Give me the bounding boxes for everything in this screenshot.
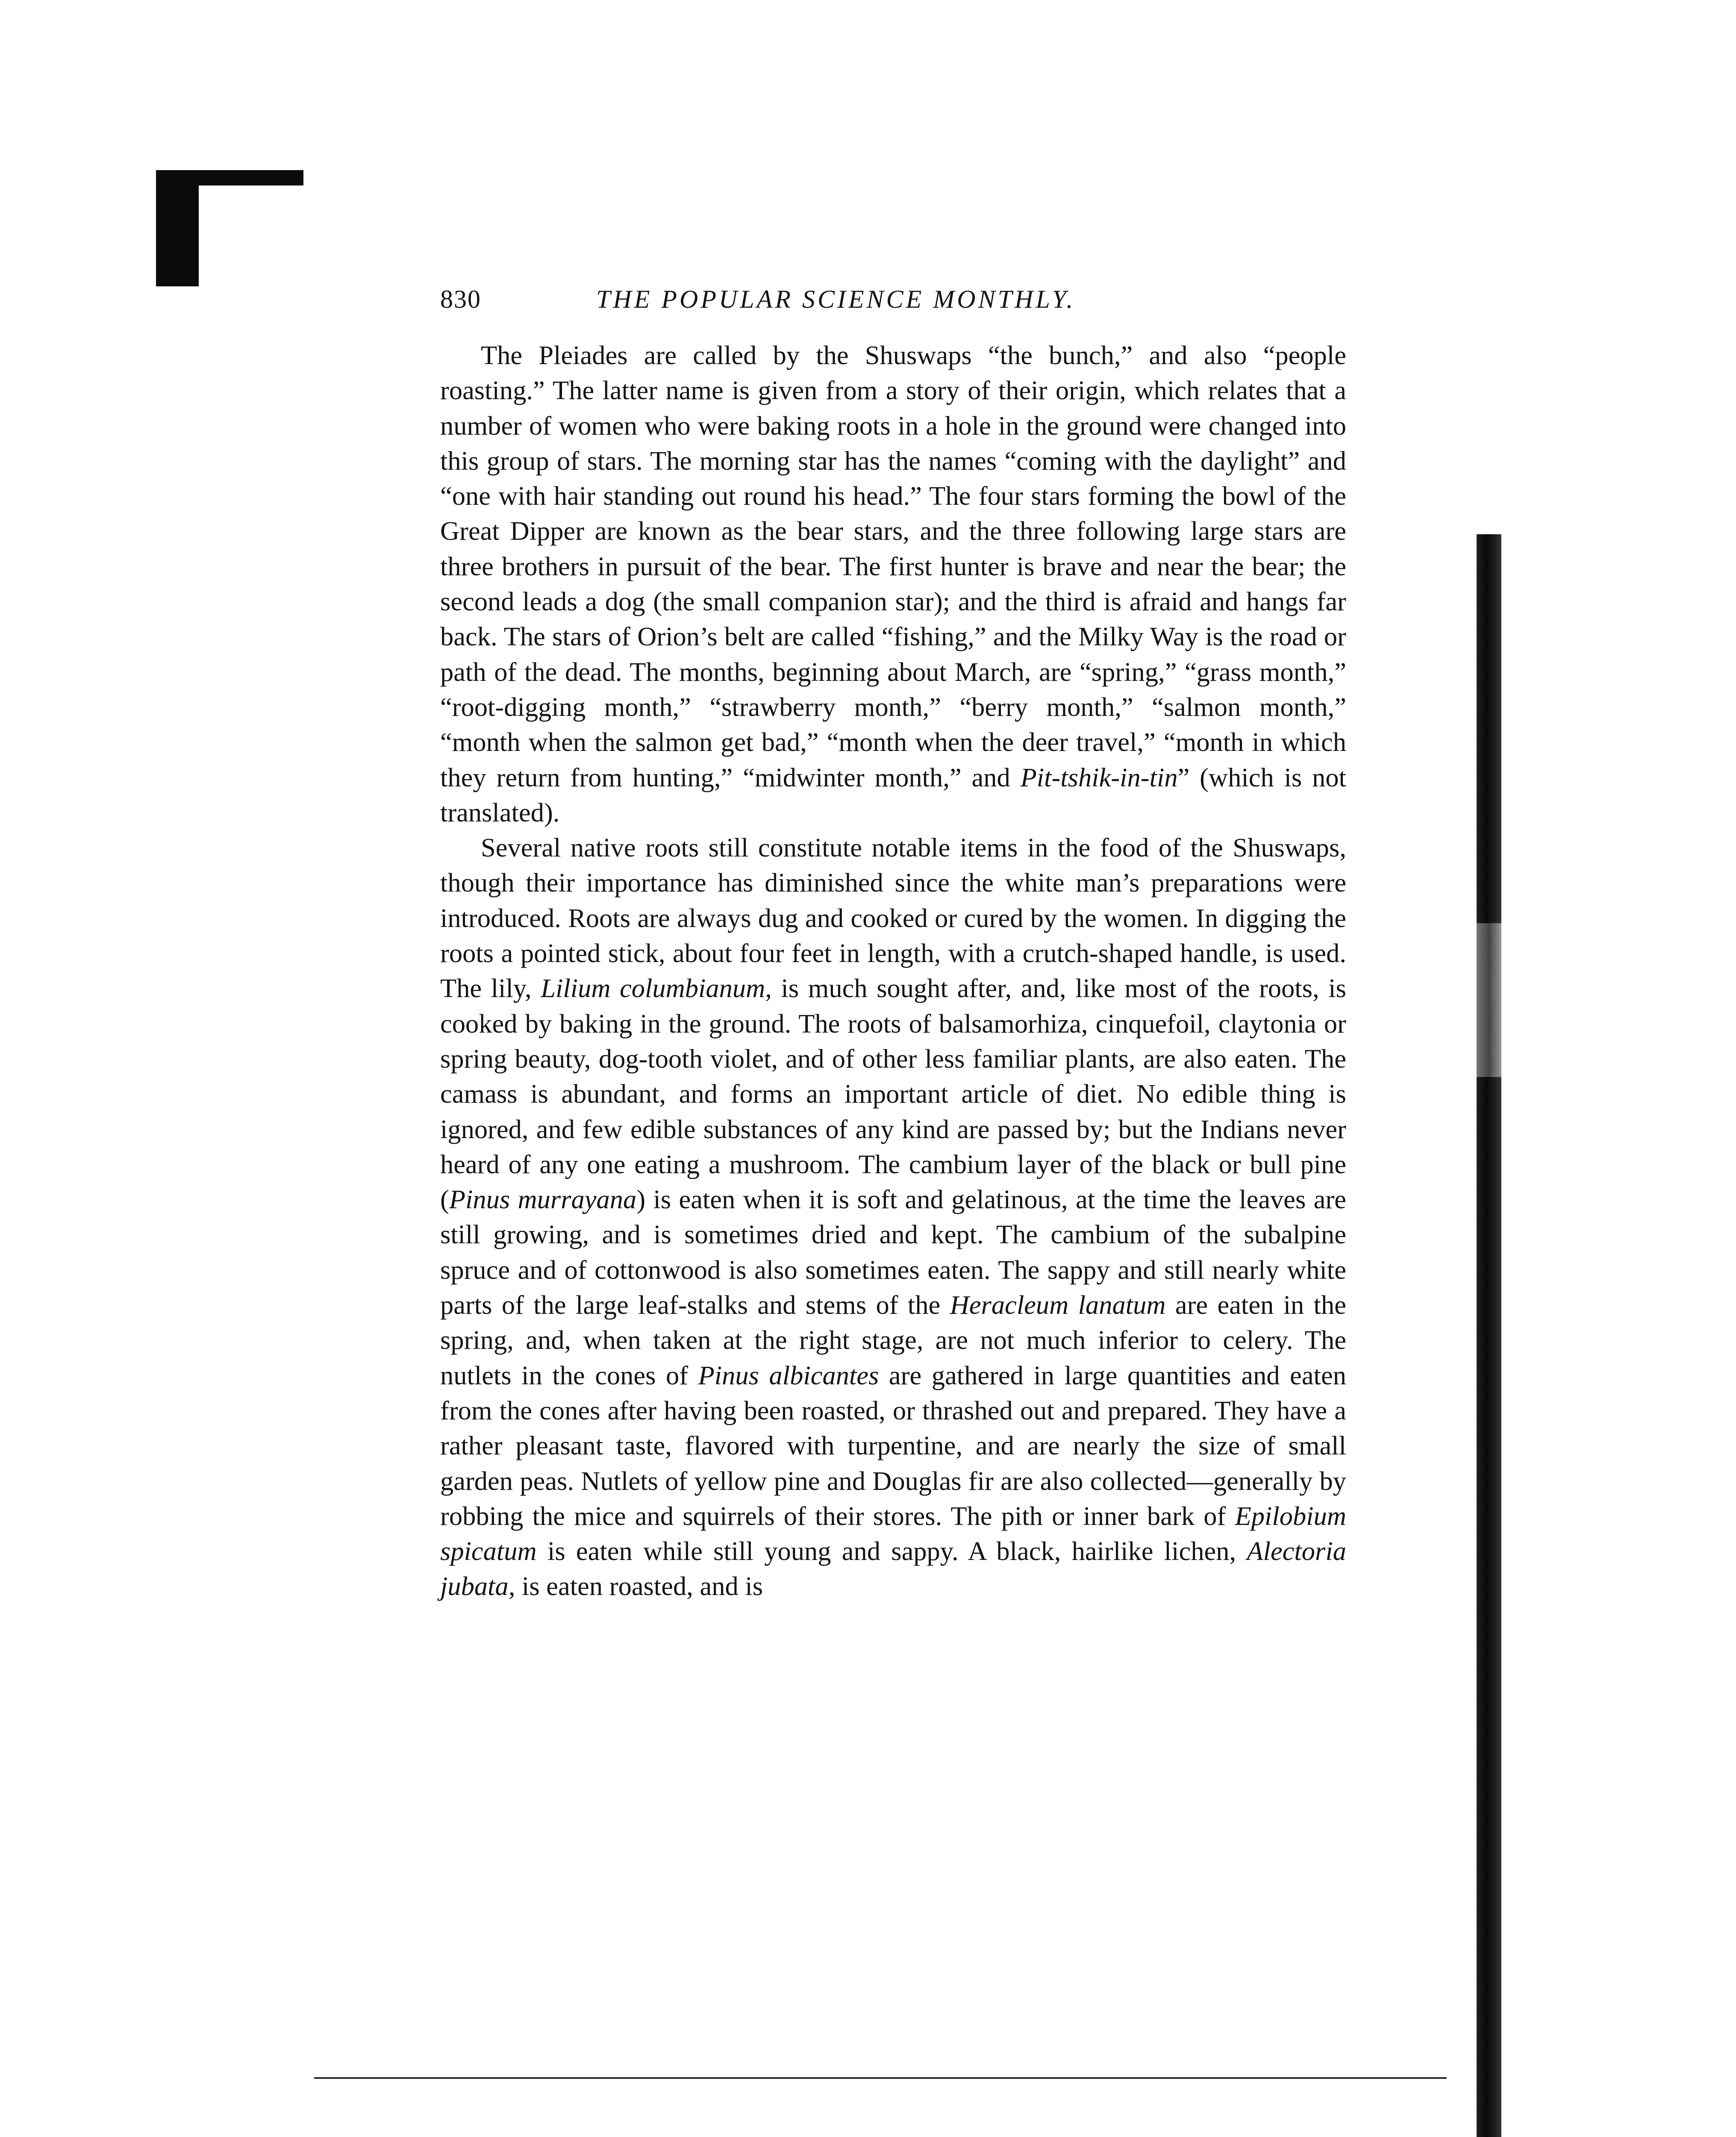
italic-term: Pit-tshik-in-tin: [1020, 762, 1178, 792]
body-text: [440, 338, 1346, 1604]
paragraph-pleiades: [440, 338, 1346, 830]
italic-term: Pinus murrayana: [449, 1184, 637, 1215]
text-run: is eaten while still young and sappy. A black, hairlike lichen,: [536, 1536, 1247, 1566]
italic-term: Pinus albicantes: [698, 1360, 879, 1390]
text-run: Several native roots still constitute notable items in the food of the Shuswaps, though their importance has diminished since the white man’s preparations were introduced. Roots are always dug and cooked or cured by the women. In digging the roots a pointed stick, about four feet in length, with a crutch-shaped handle, is used. The lily,: [440, 833, 1346, 1004]
page-number: 830: [440, 285, 481, 313]
scan-border-mark-right: [1477, 534, 1501, 2137]
scan-border-mark-right-faded: [1477, 923, 1501, 1077]
scan-border-mark-left: [156, 170, 199, 286]
italic-term: Epilobium spicatum: [440, 1501, 1346, 1566]
text-run: are eaten in the spring, and, when taken at the right stage, are not much inferior to celery. The nutlets in the cones of: [440, 1290, 1347, 1390]
running-title: THE POPULAR SCIENCE MONTHLY.: [596, 285, 1076, 313]
text-run: are gathered in large quantities and eaten from the cones after having been roasted, or thrashed out and prepared. They have a rather pleasant taste, flavored with turpentine, and are nearly the size of small garden peas. Nutlets of yellow pine and Douglas fir are also collected—generally by robbing the mice and squirrels of their stores. The pith or inner bark of: [440, 1360, 1346, 1531]
paragraph-native-roots: [440, 830, 1346, 1604]
text-run: ” (which is not translated).: [440, 762, 1346, 827]
text-run: is much sought after, and, like most of the roots, is cooked by baking in the ground. The roots of balsamorhiza, cinquefoil, claytonia or spring beauty, dog-tooth violet, and of other less familiar plants, are also eaten. The camass is abundant, and forms an important article of diet. No edible thing is ignored, and few edible substances of any kind are passed by; but the Indians never heard of any one eating a mushroom. The cambium layer of the black or bull pine (: [440, 973, 1346, 1215]
text-run: is eaten roasted, and is: [515, 1571, 763, 1601]
page-header: [440, 280, 1265, 318]
page-bottom-rule: [314, 2077, 1447, 2079]
italic-term: Alectoria jubata,: [440, 1536, 1346, 1601]
italic-term: Heracleum lanatum: [950, 1290, 1166, 1320]
italic-term: Lilium columbianum,: [541, 973, 772, 1004]
text-run: The Pleiades are called by the Shuswaps “the bunch,” and also “people roasting.” The latter name is given from a story of their origin, which relates that a number of women who were baking roots in a hole in the ground were changed into this group of stars. The morning star has the names “coming with the daylight” and “one with hair standing out round his head.” The four stars forming the bowl of the Great Dipper are known as the bear stars, and the three following large stars are three brothers in pursuit of the bear. The first hunter is brave and near the bear; the second leads a dog (the small companion star); and the third is afraid and hangs far back. The stars of Orion’s belt are called “fishing,” and the Milky Way is the road or path of the dead. The months, beginning about March, are “spring,” “grass month,” “root-digging month,” “strawberry month,” “berry month,” “salmon month,” “month when the salmon get bad,” “month when the deer travel,” “month in which they return from hunting,” “midwinter month,” and: [440, 340, 1346, 792]
text-run: ) is eaten when it is soft and gelatinous, at the time the leaves are still growing, and is sometimes dried and kept. The cambium of the subalpine spruce and of cottonwood is also sometimes eaten. The sappy and still nearly white parts of the large leaf-stalks and stems of the: [440, 1184, 1346, 1320]
